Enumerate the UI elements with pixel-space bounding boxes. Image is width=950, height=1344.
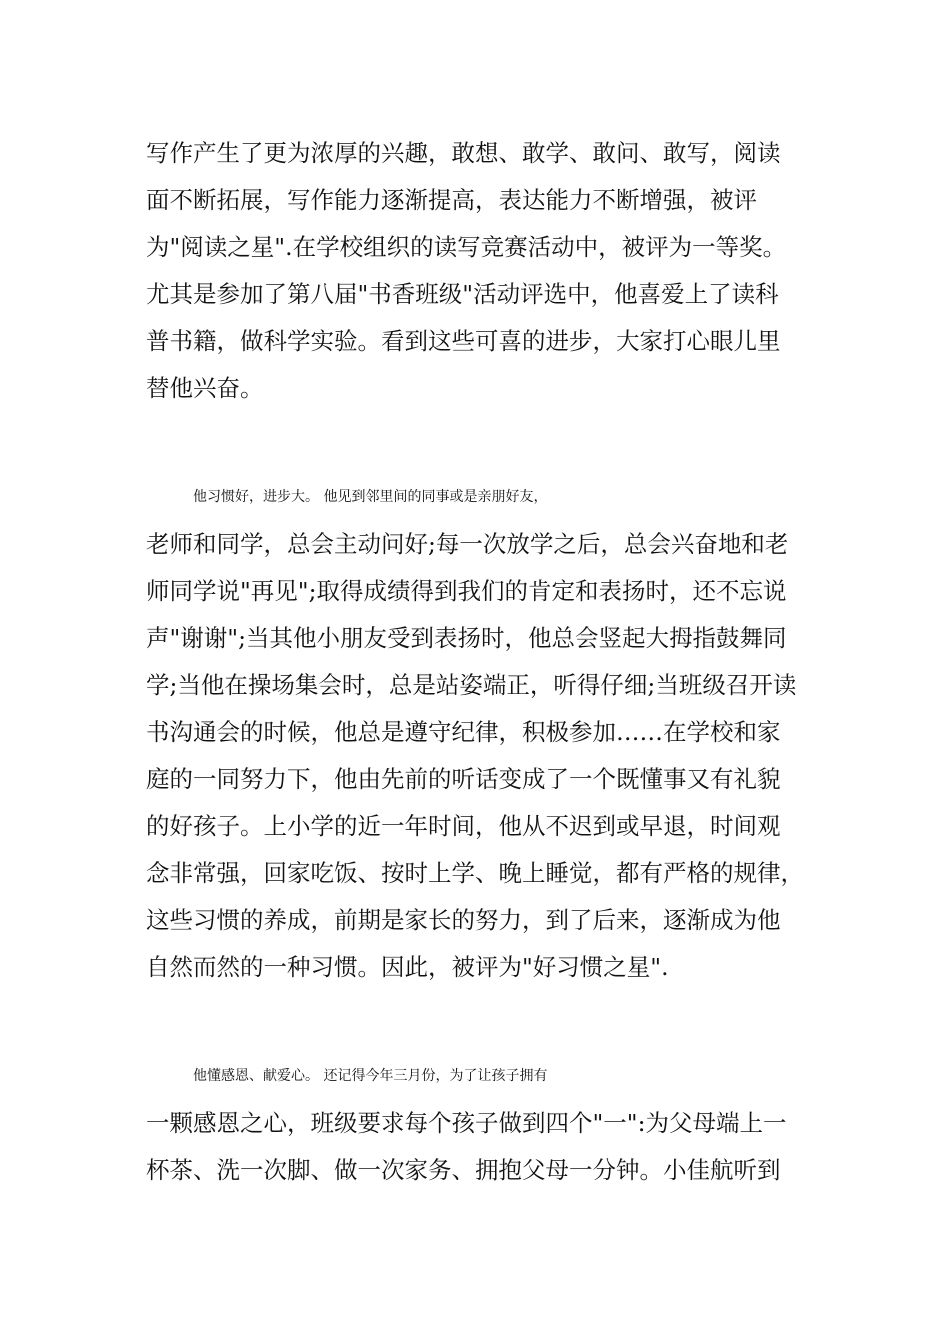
text-line: 他习惯好，进步大。 他见到邻里间的同事或是亲朋好友， [193,489,548,505]
text-line: 书沟通会的时候，他总是遵守纪律，积极参加……在学校和家 [146,718,781,746]
text-line: 替他兴奋。 [146,374,264,402]
text-line: 尤其是参加了第八届"书香班级"活动评选中，他喜爱上了读科 [146,280,779,308]
text-line: 念非常强，回家吃饭、按时上学、晚上睡觉，都有严格的规律， [146,859,804,887]
text-line: 普书籍，做科学实验。看到这些可喜的进步，大家打心眼儿里 [146,327,781,355]
text-line: 师同学说"再见";取得成绩得到我们的肯定和表扬时，还不忘说 [146,577,787,605]
text-line: 这些习惯的养成，前期是家长的努力，到了后来，逐渐成为他 [146,906,781,934]
text-line: 学;当他在操场集会时，总是站姿端正，听得仔细;当班级召开读 [146,671,797,699]
text-line: 一颗感恩之心，班级要求每个孩子做到四个"一":为父母端上一 [146,1109,787,1137]
text-line: 庭的一同努力下，他由先前的听话变成了一个既懂事又有礼貌 [146,765,781,793]
text-line: 他懂感恩、献爱心。 还记得今年三月份，为了让孩子拥有 [193,1068,548,1084]
text-line: 面不断拓展，写作能力逐渐提高，表达能力不断增强，被评 [146,186,757,214]
text-line: 为"阅读之星".在学校组织的读写竞赛活动中，被评为一等奖。 [146,233,787,261]
text-line: 声"谢谢";当其他小朋友受到表扬时，他总会竖起大拇指鼓舞同 [146,624,787,652]
text-line: 的好孩子。上小学的近一年时间，他从不迟到或早退，时间观 [146,812,781,840]
text-line: 杯茶、洗一次脚、做一次家务、拥抱父母一分钟。小佳航听到 [146,1156,781,1184]
text-line: 自然而然的一种习惯。因此，被评为"好习惯之星". [146,953,669,981]
text-line: 写作产生了更为浓厚的兴趣，敢想、敢学、敢问、敢写，阅读 [146,139,781,167]
text-line: 老师和同学，总会主动问好;每一次放学之后，总会兴奋地和老 [146,530,789,558]
